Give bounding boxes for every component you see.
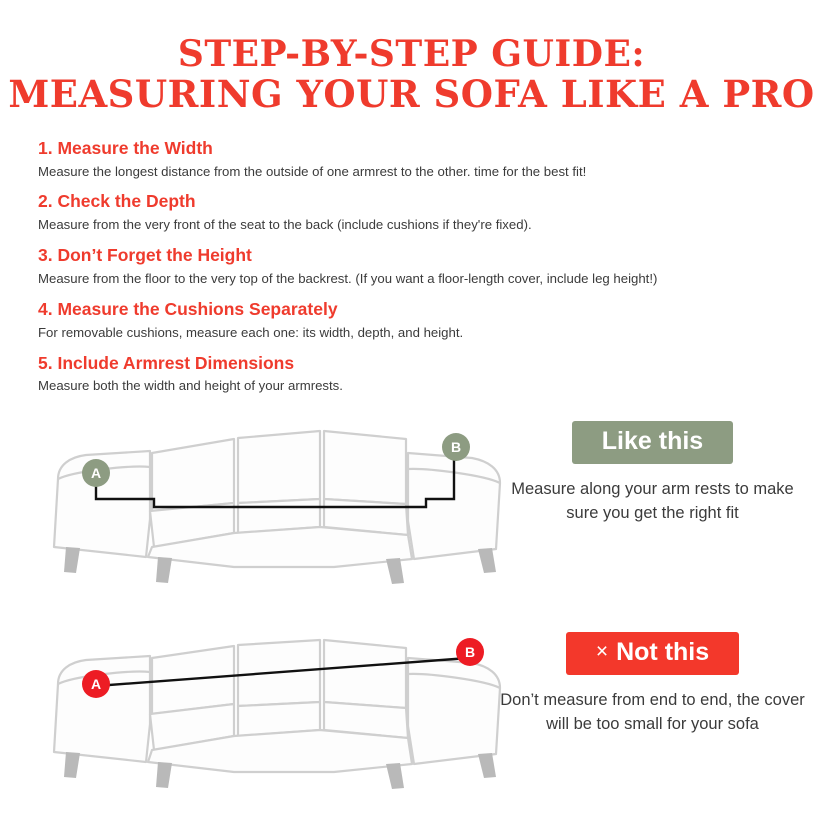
figure-row-correct xyxy=(0,407,823,612)
badge-not-this-label: Not this xyxy=(616,638,710,667)
svg-text:B: B xyxy=(464,644,476,661)
figure-text-incorrect xyxy=(500,618,823,737)
figure-text-correct xyxy=(500,407,823,526)
step-body: Measure the longest distance from the outside of one armrest to the other. time for the best fit! xyxy=(38,163,587,179)
step-item xyxy=(38,191,785,234)
step-body: Measure from the very front of the seat to the back (include cushions if they're fixed). xyxy=(38,217,532,233)
badge-like-this: Like this xyxy=(572,421,733,464)
step-heading: 5. Include Armrest Dimensions xyxy=(38,352,295,373)
steps-list xyxy=(0,138,823,395)
step-heading: 3. Don’t Forget the Height xyxy=(38,245,252,266)
step-heading: 1. Measure the Width xyxy=(38,137,213,158)
badge-not-this xyxy=(566,632,739,675)
title-line-2: MEASURING YOUR SOFA LIKE A PRO xyxy=(8,72,815,117)
step-body: Measure from the floor to the very top of the backrest. (If you want a floor-length cover, include leg height!) xyxy=(38,271,658,286)
step-item xyxy=(38,353,785,396)
sofa-illustration-incorrect xyxy=(0,618,500,813)
svg-text:B: B xyxy=(450,439,462,456)
caption-like-this: Measure along your arm rests to make sure you get the right fit xyxy=(511,480,794,523)
step-heading: 4. Measure the Cushions Separately xyxy=(38,298,338,319)
close-icon: × xyxy=(595,640,609,664)
step-body: For removable cushions, measure each one: its width, depth, and height. xyxy=(38,324,464,340)
step-item xyxy=(38,245,785,288)
title-line-1: STEP-BY-STEP GUIDE: xyxy=(177,33,646,75)
title-block xyxy=(0,0,823,116)
svg-text:A: A xyxy=(90,465,102,482)
step-item xyxy=(38,138,785,181)
sofa-diagram-correct xyxy=(34,407,504,607)
step-body: Measure both the width and height of your armrests. xyxy=(38,378,343,394)
sofa-diagram-incorrect xyxy=(34,618,504,808)
caption-not-this: Don’t measure from end to end, the cover will be too small for your sofa xyxy=(500,691,805,734)
step-heading: 2. Check the Depth xyxy=(38,191,196,212)
svg-text:A: A xyxy=(90,676,102,693)
sofa-illustration-correct xyxy=(0,407,500,612)
step-item xyxy=(38,299,785,342)
figures-section xyxy=(0,407,823,813)
figure-row-incorrect xyxy=(0,618,823,813)
